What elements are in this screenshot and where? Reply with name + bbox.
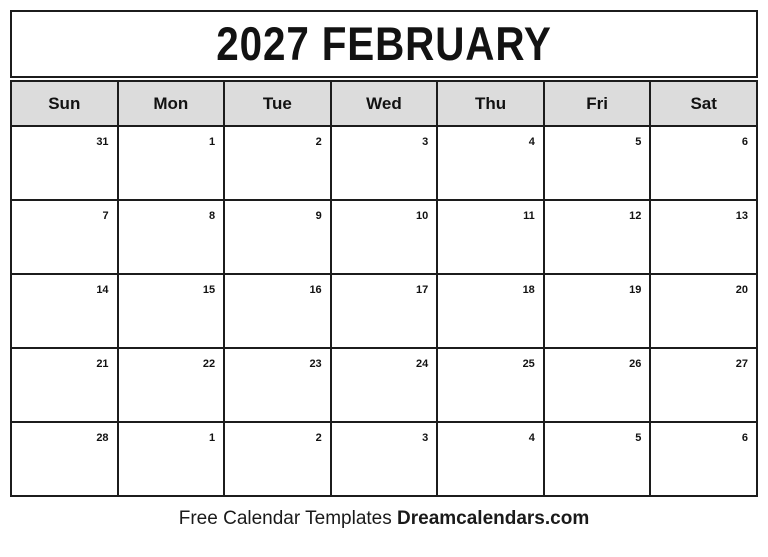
week-row [11, 126, 757, 200]
day-number: 28 [96, 432, 109, 444]
weekday-header-fri: Fri [544, 81, 651, 126]
day-number: 18 [522, 284, 535, 296]
day-cell [650, 274, 757, 348]
calendar-title-box [10, 10, 758, 78]
day-number: 4 [528, 136, 535, 148]
day-cell [118, 126, 225, 200]
day-cell [224, 422, 331, 496]
day-cell [11, 274, 118, 348]
day-cell [11, 348, 118, 422]
day-cell [224, 348, 331, 422]
day-number: 9 [315, 210, 322, 222]
weekday-header-wed: Wed [331, 81, 438, 126]
calendar-title: 2027 FEBRUARY [216, 16, 552, 70]
day-number: 16 [309, 284, 322, 296]
day-cell [224, 126, 331, 200]
day-number: 12 [629, 210, 642, 222]
day-number: 6 [741, 432, 748, 444]
week-row [11, 348, 757, 422]
day-number: 6 [741, 136, 748, 148]
day-cell [544, 200, 651, 274]
week-row [11, 274, 757, 348]
day-number: 10 [416, 210, 429, 222]
day-number: 2 [315, 432, 322, 444]
day-number: 14 [96, 284, 109, 296]
day-cell [331, 274, 438, 348]
day-cell [118, 348, 225, 422]
weekday-header-mon: Mon [118, 81, 225, 126]
calendar-grid [10, 80, 758, 497]
day-cell [118, 274, 225, 348]
day-number: 21 [96, 358, 109, 370]
day-number: 20 [735, 284, 748, 296]
day-cell [437, 200, 544, 274]
day-number: 17 [416, 284, 429, 296]
day-number: 31 [96, 136, 109, 148]
day-number: 23 [309, 358, 322, 370]
day-number: 27 [735, 358, 748, 370]
day-number: 4 [528, 432, 535, 444]
day-cell [437, 422, 544, 496]
day-cell [11, 422, 118, 496]
day-number: 2 [315, 136, 322, 148]
day-cell [224, 274, 331, 348]
day-cell [118, 200, 225, 274]
day-number: 3 [422, 432, 429, 444]
day-cell [437, 126, 544, 200]
day-cell [437, 274, 544, 348]
day-cell [11, 126, 118, 200]
week-row [11, 200, 757, 274]
day-number: 25 [522, 358, 535, 370]
day-cell [331, 348, 438, 422]
day-cell [544, 348, 651, 422]
calendar [10, 10, 758, 497]
day-cell [331, 422, 438, 496]
day-number: 3 [422, 136, 429, 148]
day-number: 5 [635, 136, 642, 148]
weekday-header-sun: Sun [11, 81, 118, 126]
day-cell [650, 200, 757, 274]
footer-brand: Dreamcalendars.com [397, 508, 590, 529]
weekday-header-row [11, 81, 757, 126]
day-number: 24 [416, 358, 429, 370]
weekday-header-thu: Thu [437, 81, 544, 126]
day-number: 22 [202, 358, 216, 370]
week-row [11, 422, 757, 496]
day-cell [544, 126, 651, 200]
day-number: 11 [523, 210, 535, 222]
day-cell [650, 126, 757, 200]
day-number: 1 [209, 432, 216, 444]
day-cell [544, 274, 651, 348]
day-number: 1 [209, 136, 216, 148]
day-number: 8 [209, 210, 216, 222]
day-number: 7 [102, 210, 109, 222]
day-cell [224, 200, 331, 274]
day-cell [11, 200, 118, 274]
day-cell [118, 422, 225, 496]
weekday-header-tue: Tue [224, 81, 331, 126]
day-cell [331, 200, 438, 274]
day-number: 13 [735, 210, 748, 222]
day-number: 15 [202, 284, 216, 296]
footer [0, 508, 768, 530]
day-cell [650, 348, 757, 422]
day-number: 26 [629, 358, 642, 370]
footer-text: Free Calendar Templates [178, 508, 398, 529]
day-number: 19 [629, 284, 642, 296]
day-cell [650, 422, 757, 496]
day-cell [544, 422, 651, 496]
day-cell [331, 126, 438, 200]
day-number: 5 [635, 432, 642, 444]
weekday-header-sat: Sat [650, 81, 757, 126]
day-cell [437, 348, 544, 422]
